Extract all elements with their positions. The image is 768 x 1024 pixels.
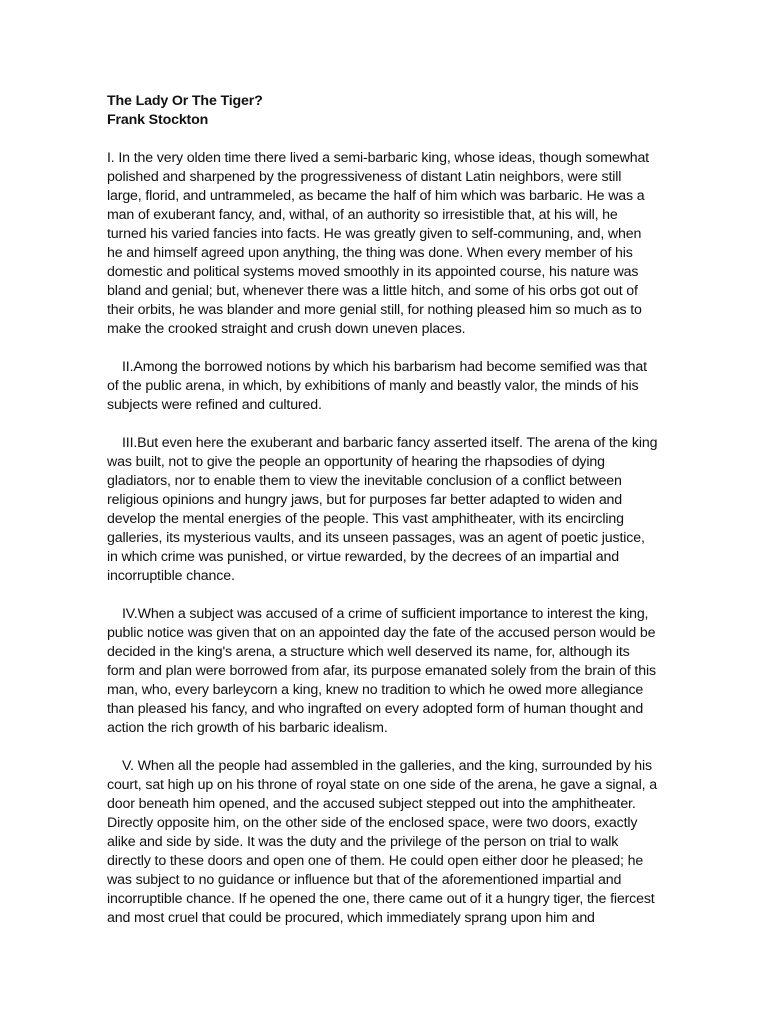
document-author: Frank Stockton [107, 112, 209, 128]
paragraph-3: III.But even here the exuberant and barbaric fancy asserted itself. The arena of the king was built, not to give the people an opportunity of hearing the rhapsodies of dying gladiators, nor to enable them to view the inevitable conclusion of a conflict between religious opinions and hungry jaws, but for purposes far better adapted to widen and develop the mental energies of the people. This vast amphitheater, with its encircling galleries, its mysterious vaults, and its unseen passages, was an agent of poetic justice, in which crime was punished, or virtue rewarded, by the decrees of an impartial and incorruptible chance. [107, 435, 658, 584]
paragraph-5: V. When all the people had assembled in the galleries, and the king, surrounded by his court, sat high up on his throne of royal state on one side of the arena, he gave a signal, a door beneath him opened, and the accused subject stepped out into the amphitheater. Directly opposite him, on the other side of the enclosed space, were two doors, exactly alike and side by side. It was the duty and the privilege of the person on trial to walk directly to these doors and open one of them. He could open either door he pleased; he was subject to no guidance or influence but that of the aforementioned impartial and incorruptible chance. If he opened the one, there came out of it a hungry tiger, the fiercest and most cruel that could be procured, which immediately sprang upon him and [107, 758, 657, 926]
paragraph-1: I. In the very olden time there lived a semi-barbaric king, whose ideas, though somewhat polished and sharpened by the progressiveness of distant Latin neighbors, were still large, florid, and untrammeled, as became the half of him which was barbaric. He was a man of exuberant fancy, and, withal, of an authority so irresistible that, at his will, he turned his varied fancies into facts. He was greatly given to self-communing, and, when he and himself agreed upon anything, the thing was done. When every member of his domestic and political systems moved smoothly in its appointed course, his nature was bland and genial; but, whenever there was a little hitch, and some of his orbs got out of their orbits, he was blander and more genial still, for nothing pleased him so much as to make the crooked straight and crush down uneven places. [107, 150, 649, 337]
paragraph-4: IV.When a subject was accused of a crime of sufficient importance to interest the king, public notice was given that on an appointed day the fate of the accused person would be decided in the king's arena, a structure which well deserved its name, for, although its form and plan were borrowed from afar, its purpose emanated solely from the brain of this man, who, every barleycorn a king, knew no tradition to which he owed more allegiance than pleased his fancy, and who ingrafted on every adopted form of human thought and action the rich growth of his barbaric idealism. [107, 606, 656, 736]
document-page [107, 92, 659, 947]
document-header [107, 92, 659, 130]
paragraph-2: II.Among the borrowed notions by which his barbarism had become semified was that of the public arena, in which, by exhibitions of manly and beastly valor, the minds of his subjects were refined and cultured. [107, 359, 647, 413]
document-title: The Lady Or The Tiger? [107, 93, 263, 109]
